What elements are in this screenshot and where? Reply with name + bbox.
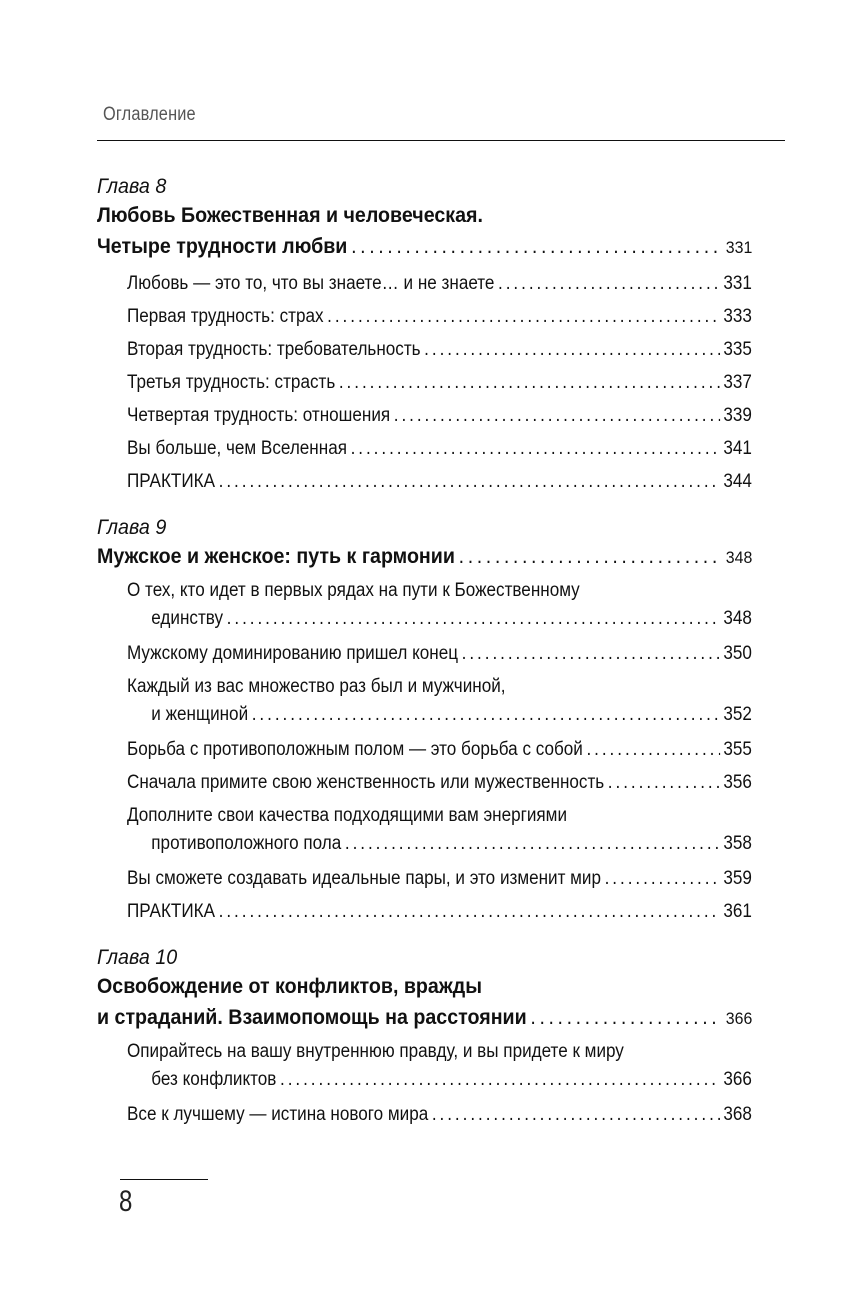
entry-title: Каждый из вас множество раз был и мужчиной,: [127, 676, 506, 697]
running-head: Оглавление: [103, 104, 196, 125]
toc-entry[interactable]: [127, 399, 752, 432]
dot-leader: [345, 829, 720, 859]
entry-page-number: 350: [723, 643, 752, 664]
entry-page-number: 368: [723, 1104, 752, 1125]
dot-leader: [530, 1002, 722, 1033]
entry-page-number: 341: [723, 438, 752, 459]
toc-entry[interactable]: [127, 465, 752, 498]
entry-page-number: 339: [723, 405, 752, 426]
entry-title: Четвертая трудность: отношения: [127, 405, 391, 426]
dot-leader: [351, 231, 722, 262]
chapter-entries: [127, 267, 752, 498]
entry-title: Вторая трудность: требовательность: [127, 339, 421, 360]
dot-leader: [227, 604, 720, 634]
dot-leader: [351, 432, 720, 465]
dot-leader: [586, 733, 719, 766]
table-of-contents: [97, 173, 752, 1147]
toc-entry[interactable]: [127, 862, 752, 895]
dot-leader: [424, 333, 720, 366]
chapter-title-line: и страданий. Взаимопомощь на расстоянии: [97, 1006, 527, 1029]
toc-entry[interactable]: [127, 577, 752, 634]
entry-title: Борьба с противоположным полом — это борьба с собой: [127, 739, 583, 760]
chapter-title-line: Любовь Божественная и человеческая.: [97, 204, 483, 227]
dot-leader: [280, 1065, 720, 1095]
entry-title-continued: и женщиной: [151, 704, 249, 725]
toc-entry[interactable]: [127, 333, 752, 366]
toc-entry[interactable]: [127, 733, 752, 766]
entry-title: Третья трудность: страсть: [127, 372, 336, 393]
entry-page-number: 356: [723, 772, 752, 793]
dot-leader: [498, 267, 720, 300]
dot-leader: [459, 541, 722, 572]
entry-title: О тех, кто идет в первых рядах на пути к Божественному: [127, 580, 580, 601]
entry-title: Мужскому доминированию пришел конец: [127, 643, 459, 664]
entry-page-number: 352: [723, 704, 752, 725]
dot-leader: [219, 465, 720, 498]
dot-leader: [608, 766, 720, 799]
toc-entry[interactable]: [127, 432, 752, 465]
entry-page-number: 333: [723, 306, 752, 327]
page-number: 8: [119, 1185, 133, 1218]
toc-entry[interactable]: [127, 267, 752, 300]
chapter-entries: [127, 577, 752, 928]
header-rule: [97, 140, 785, 141]
dot-leader: [432, 1098, 720, 1131]
chapter-label: Глава 10: [97, 946, 178, 969]
chapter-title[interactable]: [97, 971, 752, 1034]
toc-entry[interactable]: [127, 895, 752, 928]
entry-title: ПРАКТИКА: [127, 901, 216, 922]
toc-entry[interactable]: [127, 366, 752, 399]
chapter-title-line: Мужское и женское: путь к гармонии: [97, 545, 455, 568]
entry-page-number: 335: [723, 339, 752, 360]
chapter-10: [97, 944, 752, 1131]
toc-entry[interactable]: [127, 1098, 752, 1131]
chapter-8: [97, 173, 752, 498]
entry-page-number: 359: [723, 868, 752, 889]
dot-leader: [394, 399, 720, 432]
chapter-label: Глава 9: [97, 516, 167, 539]
entry-page-number: 355: [723, 739, 752, 760]
dot-leader: [462, 637, 720, 670]
dot-leader: [339, 366, 720, 399]
entry-title: Дополните свои качества подходящими вам энергиями: [127, 805, 568, 826]
dot-leader: [605, 862, 720, 895]
chapter-title-line: Четыре трудности любви: [97, 235, 348, 258]
entry-page-number: 348: [723, 608, 752, 629]
dot-leader: [327, 300, 720, 333]
entry-title: Сначала примите свою женственность или мужественность: [127, 772, 605, 793]
entry-page-number: 337: [723, 372, 752, 393]
chapter-page-number: 366: [725, 1009, 753, 1028]
toc-entry[interactable]: [127, 673, 752, 730]
dot-leader: [219, 895, 720, 928]
chapter-title[interactable]: [97, 541, 752, 573]
toc-entry[interactable]: [127, 802, 752, 859]
chapter-entries: [127, 1038, 752, 1131]
toc-entry[interactable]: [127, 300, 752, 333]
toc-entry[interactable]: [127, 766, 752, 799]
entry-title-continued: противоположного пола: [151, 833, 342, 854]
entry-title: ПРАКТИКА: [127, 471, 216, 492]
entry-title: Вы сможете создавать идеальные пары, и это изменит мир: [127, 868, 602, 889]
chapter-page-number: 348: [725, 548, 753, 567]
entry-page-number: 344: [723, 471, 752, 492]
chapter-title[interactable]: [97, 200, 752, 263]
dot-leader: [252, 700, 720, 730]
entry-title-continued: без конфликтов: [151, 1069, 277, 1090]
entry-title: Все к лучшему — истина нового мира: [127, 1104, 429, 1125]
footer-rule: [120, 1179, 208, 1180]
entry-title: Вы больше, чем Вселенная: [127, 438, 347, 459]
entry-page-number: 331: [723, 273, 752, 294]
chapter-label: Глава 8: [97, 175, 167, 198]
entry-page-number: 358: [723, 833, 752, 854]
chapter-page-number: 331: [725, 238, 753, 257]
entry-title: Любовь — это то, что вы знаете… и не знаете: [127, 273, 495, 294]
entry-page-number: 361: [723, 901, 752, 922]
entry-title-continued: единству: [151, 608, 224, 629]
toc-entry[interactable]: [127, 637, 752, 670]
toc-entry[interactable]: [127, 1038, 752, 1095]
entry-page-number: 366: [723, 1069, 752, 1090]
entry-title: Опирайтесь на вашу внутреннюю правду, и вы придете к миру: [127, 1041, 624, 1062]
chapter-title-line: Освобождение от конфликтов, вражды: [97, 975, 483, 998]
entry-title: Первая трудность: страх: [127, 306, 324, 327]
chapter-9: [97, 514, 752, 928]
